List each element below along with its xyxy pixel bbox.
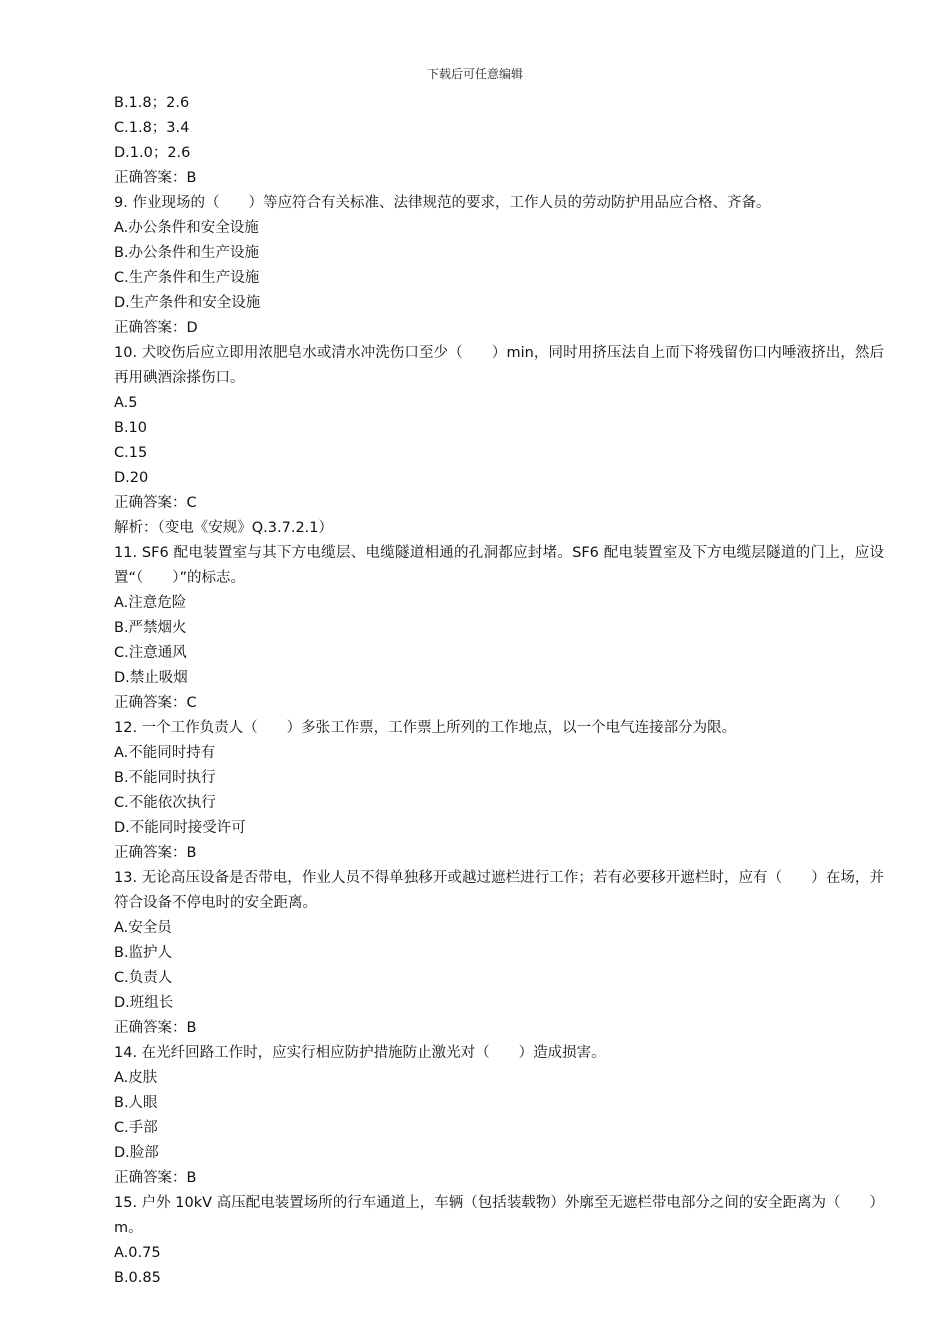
- answer-option: C.注意通风: [114, 645, 187, 661]
- document-body: [114, 91, 884, 1291]
- answer-option: A.安全员: [114, 920, 172, 936]
- answer-option: C.1.8；3.4: [114, 120, 190, 136]
- answer-option: A.不能同时持有: [114, 745, 216, 761]
- question-text: 13. 无论高压设备是否带电，作业人员不得单独移开或越过遮栏进行工作；若有必要移开遮栏时，应有（ ）在场，并符合设备不停电时的安全距离。: [114, 870, 884, 911]
- answer-option: B.不能同时执行: [114, 770, 216, 786]
- answer-option: B.监护人: [114, 945, 173, 961]
- question-text: 11. SF6 配电装置室与其下方电缆层、电缆隧道相通的孔洞都应封堵。SF6 配电装置室及下方电缆层隧道的门上，应设置“（ ）”的标志。: [114, 545, 884, 586]
- answer-option: B.办公条件和生产设施: [114, 245, 260, 261]
- answer-option: A.注意危险: [114, 595, 187, 611]
- question-text: 12. 一个工作负责人（ ）多张工作票，工作票上所列的工作地点，以一个电气连接部分为限。: [114, 720, 737, 736]
- answer-option: C.15: [114, 445, 148, 461]
- correct-answer: 正确答案：C: [114, 695, 197, 711]
- correct-answer: 正确答案：B: [114, 845, 197, 861]
- answer-option: D.不能同时接受许可: [114, 820, 246, 836]
- answer-option: C.不能依次执行: [114, 795, 216, 811]
- answer-option: D.脸部: [114, 1145, 159, 1161]
- answer-option: A.5: [114, 395, 138, 411]
- answer-option: B.严禁烟火: [114, 620, 187, 636]
- answer-option: B.1.8；2.6: [114, 95, 190, 111]
- answer-option: D.生产条件和安全设施: [114, 295, 261, 311]
- correct-answer: 正确答案：B: [114, 1170, 197, 1186]
- answer-option: B.人眼: [114, 1095, 158, 1111]
- question-text: 10. 犬咬伤后应立即用浓肥皂水或清水冲洗伤口至少（ ）min，同时用挤压法自上而下将残留伤口内唾液挤出，然后再用碘酒涂搽伤口。: [114, 345, 884, 386]
- answer-option: C.负责人: [114, 970, 173, 986]
- correct-answer: 正确答案：B: [114, 1020, 197, 1036]
- answer-option: A.办公条件和安全设施: [114, 220, 259, 236]
- question-text: 14. 在光纤回路工作时，应实行相应防护措施防止激光对（ ）造成损害。: [114, 1045, 606, 1061]
- answer-option: C.手部: [114, 1120, 158, 1136]
- answer-option: D.1.0；2.6: [114, 145, 191, 161]
- answer-option: D.禁止吸烟: [114, 670, 188, 686]
- answer-option: A.皮肤: [114, 1070, 158, 1086]
- answer-option: B.0.85: [114, 1270, 161, 1286]
- analysis-note: 解析：（变电《安规》Q.3.7.2.1）: [114, 520, 333, 536]
- answer-option: C.生产条件和生产设施: [114, 270, 260, 286]
- answer-option: D.20: [114, 470, 149, 486]
- answer-option: D.班组长: [114, 995, 174, 1011]
- correct-answer: 正确答案：C: [114, 495, 197, 511]
- correct-answer: 正确答案：D: [114, 320, 198, 336]
- answer-option: B.10: [114, 420, 148, 436]
- question-text: 9. 作业现场的（ ）等应符合有关标准、法律规范的要求，工作人员的劳动防护用品应合格、齐备。: [114, 195, 771, 211]
- question-text: 15. 户外 10kV 高压配电装置场所的行车通道上，车辆（包括装载物）外廓至无遮栏带电部分之间的安全距离为（ ）m。: [114, 1195, 884, 1236]
- answer-option: A.0.75: [114, 1245, 161, 1261]
- correct-answer: 正确答案：B: [114, 170, 197, 186]
- page-header: 下载后可任意编辑: [426, 67, 523, 81]
